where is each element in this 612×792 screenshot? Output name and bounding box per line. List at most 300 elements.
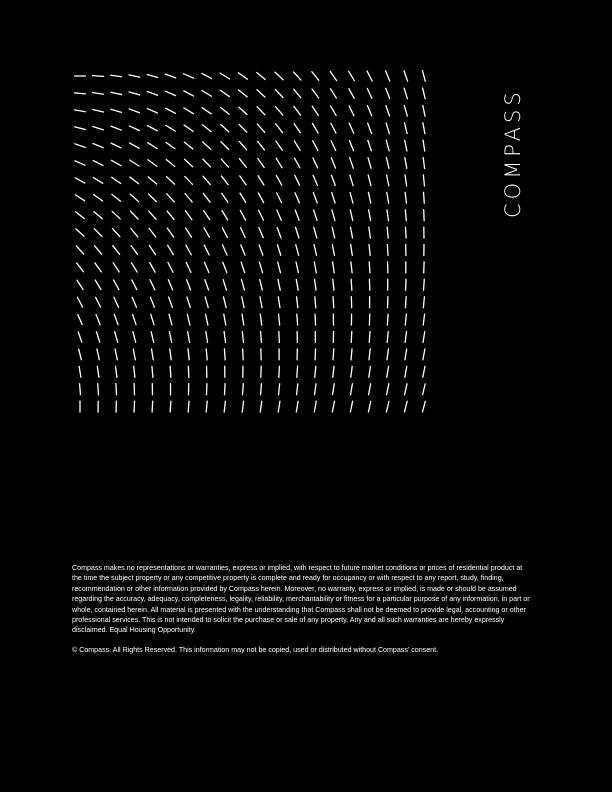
pattern-dash xyxy=(134,366,135,377)
pattern-dash xyxy=(114,297,119,307)
pattern-dash xyxy=(423,384,426,395)
pattern-dash xyxy=(349,106,354,116)
pattern-dash xyxy=(79,366,81,377)
pattern-dash xyxy=(369,210,371,221)
pattern-dash xyxy=(93,76,104,77)
pattern-dash xyxy=(294,106,301,115)
pattern-dash xyxy=(111,160,121,165)
pattern-dash xyxy=(351,332,352,343)
pattern-dash xyxy=(94,195,103,201)
pattern-dash xyxy=(206,349,207,360)
pattern-dash xyxy=(405,227,406,238)
compass-wordmark: COMPASS xyxy=(501,88,525,218)
pattern-dash xyxy=(168,263,173,273)
pattern-dash xyxy=(405,332,406,343)
pattern-dash xyxy=(422,401,425,412)
pattern-dash xyxy=(386,158,389,169)
pattern-dash xyxy=(387,314,388,325)
pattern-dash xyxy=(332,401,334,412)
pattern-dash xyxy=(203,193,210,202)
pattern-dash xyxy=(276,107,283,115)
pattern-dash xyxy=(332,210,335,221)
pattern-dash xyxy=(241,280,244,291)
pattern-dash xyxy=(184,108,193,114)
pattern-dash xyxy=(277,227,281,237)
pattern-dash xyxy=(278,279,280,290)
pattern-dash xyxy=(259,245,263,255)
pattern-dash xyxy=(294,124,300,133)
pattern-dash xyxy=(313,158,318,168)
pattern-dash xyxy=(369,262,370,273)
pattern-dash xyxy=(80,384,81,395)
pattern-dash xyxy=(206,401,207,412)
pattern-dash xyxy=(78,332,82,342)
pattern-dash xyxy=(422,71,425,82)
pattern-dash xyxy=(149,211,156,219)
pattern-dash xyxy=(259,262,262,273)
pattern-dash xyxy=(166,125,175,131)
pattern-dash xyxy=(368,123,372,133)
pattern-dash xyxy=(279,314,280,325)
pattern-dash xyxy=(205,280,209,290)
pattern-dash xyxy=(277,245,280,256)
pattern-dash xyxy=(313,141,318,151)
pattern-dash xyxy=(187,297,190,307)
pattern-dash xyxy=(367,106,371,116)
pattern-dash xyxy=(314,401,316,412)
pattern-dash xyxy=(368,140,372,150)
pattern-dash xyxy=(386,106,390,116)
pattern-dash xyxy=(152,401,153,412)
pattern-dash xyxy=(349,140,353,150)
legal-disclaimer xyxy=(72,563,534,655)
pattern-dash xyxy=(242,401,243,412)
pattern-dash xyxy=(315,297,316,308)
pattern-dash xyxy=(148,143,157,149)
pattern-dash xyxy=(387,384,389,395)
dash-field-pattern xyxy=(70,65,442,421)
pattern-dash xyxy=(369,384,371,395)
pattern-dash xyxy=(166,177,174,185)
pattern-dash xyxy=(184,74,194,78)
pattern-dash xyxy=(129,92,140,95)
pattern-dash xyxy=(130,194,138,201)
pattern-dash xyxy=(351,366,352,377)
pattern-dash xyxy=(369,366,371,377)
pattern-dash xyxy=(312,72,319,81)
pattern-dash xyxy=(331,175,335,185)
pattern-dash xyxy=(184,125,193,131)
pattern-dash xyxy=(423,297,424,308)
pattern-dash xyxy=(242,332,243,343)
pattern-dash xyxy=(368,192,370,203)
pattern-dash xyxy=(188,332,190,343)
pattern-dash xyxy=(77,297,82,307)
pattern-dash xyxy=(184,91,194,96)
pattern-dash xyxy=(331,123,336,133)
pattern-dash xyxy=(293,72,300,80)
pattern-dash xyxy=(148,126,158,131)
pattern-dash xyxy=(95,263,101,272)
pattern-dash xyxy=(404,71,408,81)
pattern-dash xyxy=(203,159,211,167)
pattern-dash xyxy=(369,245,370,256)
pattern-dash xyxy=(331,158,335,168)
pattern-dash xyxy=(150,297,154,307)
pattern-dash xyxy=(75,93,86,94)
pattern-dash xyxy=(405,314,406,325)
pattern-dash xyxy=(405,366,407,377)
pattern-dash xyxy=(168,280,172,290)
pattern-dash xyxy=(331,106,336,116)
pattern-dash xyxy=(129,143,139,148)
pattern-dash xyxy=(116,384,117,395)
pattern-dash xyxy=(277,193,282,203)
pattern-dash xyxy=(350,227,352,238)
pattern-dash xyxy=(225,384,226,395)
pattern-dash xyxy=(116,366,117,377)
pattern-dash xyxy=(276,141,282,150)
pattern-dash xyxy=(369,227,371,238)
pattern-dash xyxy=(423,105,425,116)
pattern-dash xyxy=(129,75,140,77)
pattern-dash xyxy=(220,107,229,114)
pattern-dash xyxy=(75,110,86,112)
pattern-dash xyxy=(423,158,424,169)
pattern-dash xyxy=(167,194,175,202)
pattern-dash xyxy=(276,158,282,167)
pattern-dash xyxy=(333,262,335,273)
pattern-dash xyxy=(313,175,317,185)
pattern-dash xyxy=(205,262,209,272)
pattern-dash xyxy=(295,158,300,168)
pattern-dash xyxy=(239,124,247,132)
pattern-dash xyxy=(133,332,136,343)
pattern-dash xyxy=(152,366,153,377)
pattern-dash xyxy=(111,126,121,130)
pattern-dash xyxy=(333,279,334,290)
pattern-dash xyxy=(185,159,193,166)
pattern-dash xyxy=(351,245,353,256)
pattern-dash xyxy=(424,192,425,203)
pattern-dash xyxy=(333,384,335,395)
pattern-dash xyxy=(331,141,336,151)
pattern-dash xyxy=(257,124,264,132)
pattern-dash xyxy=(239,107,247,114)
pattern-dash xyxy=(112,211,120,219)
pattern-dash xyxy=(260,279,263,290)
pattern-dash xyxy=(405,175,407,186)
pattern-dash xyxy=(202,125,211,132)
pattern-dash xyxy=(279,384,280,395)
pattern-dash xyxy=(166,108,176,113)
pattern-dash xyxy=(351,384,353,395)
pattern-dash xyxy=(424,279,425,290)
pattern-dash xyxy=(257,73,266,80)
pattern-dash xyxy=(349,89,354,99)
pattern-dash xyxy=(75,195,84,201)
pattern-dash xyxy=(312,89,318,98)
pattern-dash xyxy=(330,71,336,80)
pattern-dash xyxy=(315,279,316,290)
pattern-dash xyxy=(369,349,370,360)
pattern-dash xyxy=(149,245,155,254)
pattern-dash xyxy=(423,314,424,325)
pattern-dash xyxy=(96,332,99,343)
pattern-dash xyxy=(148,160,157,166)
pattern-dash xyxy=(130,211,138,219)
copyright-notice: © Compass. All Rights Reserved. This information may not be copied, used or distributed without Compass' consent. xyxy=(72,645,439,654)
pattern-dash xyxy=(261,384,262,395)
pattern-dash xyxy=(241,262,245,272)
pattern-dash xyxy=(133,314,137,324)
pattern-dash xyxy=(152,349,154,360)
pattern-dash xyxy=(423,140,425,151)
pattern-dash xyxy=(130,177,139,184)
pattern-dash xyxy=(75,161,85,165)
pattern-dash xyxy=(278,401,280,412)
pattern-dash xyxy=(238,73,247,79)
pattern-dash xyxy=(187,280,191,290)
pattern-dash xyxy=(76,212,85,219)
pattern-dash xyxy=(241,245,245,255)
pattern-dash xyxy=(386,401,389,412)
pattern-dash xyxy=(133,349,135,360)
pattern-dash xyxy=(188,366,189,377)
pattern-dash xyxy=(387,210,388,221)
pattern-dash xyxy=(315,366,316,377)
pattern-dash xyxy=(77,263,84,272)
pattern-dash xyxy=(295,210,299,220)
pattern-dash xyxy=(169,297,173,307)
pattern-dash xyxy=(166,160,175,167)
pattern-dash xyxy=(405,297,406,308)
pattern-dash xyxy=(423,123,425,134)
pattern-dash xyxy=(78,315,82,325)
pattern-dash xyxy=(296,279,298,290)
pattern-dash xyxy=(314,210,317,220)
disclaimer-text: Compass makes no representations or warranties, express or implied, with respect to future market conditions or prices of residential product at the time the subject property or any competitive property is complete and ready for occupancy or with respect to any report, study, finding, recommendation or other information provided by Compass herein. Moreover, no warranty, express or implied, is made or should be assumed regarding the accuracy, adequacy, completeness, legality, reliability, merchantability or fitness for a particular purpose of any information, in part or whole, contained herein. All material is presented with the understanding that Compass shall not be deemed to provide legal, accounting or other professional services. This is not intended to solicit the purchase or sale of any property. Any and all such warranties are hereby expressly disclaimed. Equal Housing Opportunity. xyxy=(72,564,530,635)
pattern-dash xyxy=(223,262,227,272)
pattern-dash xyxy=(76,246,83,254)
pattern-dash xyxy=(239,90,248,97)
pattern-dash xyxy=(94,212,102,219)
pattern-dash xyxy=(148,177,156,184)
pattern-dash xyxy=(76,229,84,236)
pattern-dash xyxy=(351,262,352,273)
pattern-dash xyxy=(423,88,426,99)
pattern-dash xyxy=(350,158,354,168)
pattern-dash xyxy=(131,228,138,236)
pattern-dash xyxy=(242,297,244,308)
pattern-dash xyxy=(387,349,388,360)
pattern-dash xyxy=(278,297,280,308)
pattern-dash xyxy=(204,211,210,220)
pattern-dash xyxy=(223,280,226,290)
pattern-dash xyxy=(405,210,406,221)
pattern-dash xyxy=(113,263,119,272)
pattern-dash xyxy=(129,109,139,113)
pattern-dash xyxy=(386,123,389,134)
pattern-dash xyxy=(276,124,283,133)
pattern-dash xyxy=(223,297,226,308)
pattern-dash xyxy=(258,141,265,150)
pattern-dash xyxy=(206,314,208,325)
pattern-dash xyxy=(260,297,262,308)
pattern-dash xyxy=(261,332,262,343)
pattern-dash xyxy=(186,245,191,255)
pattern-dash xyxy=(296,245,299,256)
pattern-dash xyxy=(165,74,175,78)
pattern-dash xyxy=(404,106,407,117)
pattern-dash xyxy=(224,314,226,325)
pattern-dash xyxy=(77,280,83,289)
pattern-dash xyxy=(221,142,229,150)
pattern-dash xyxy=(387,192,389,203)
pattern-dash xyxy=(275,72,283,80)
pattern-dash xyxy=(423,175,424,186)
pattern-dash xyxy=(131,246,137,255)
pattern-dash xyxy=(386,140,389,151)
pattern-dash xyxy=(93,110,104,113)
pattern-dash xyxy=(169,314,172,325)
pattern-dash xyxy=(168,245,174,254)
pattern-dash xyxy=(223,245,228,255)
pattern-dash xyxy=(258,193,263,203)
pattern-dash xyxy=(332,227,334,238)
pattern-dash xyxy=(131,263,137,272)
pattern-dash xyxy=(333,366,334,377)
pattern-dash xyxy=(387,332,388,343)
pattern-dash xyxy=(132,280,137,290)
pattern-dash xyxy=(111,92,122,94)
pattern-dash xyxy=(423,366,425,377)
pattern-dash xyxy=(220,90,229,96)
pattern-dash xyxy=(75,127,86,130)
pattern-dash xyxy=(297,384,298,395)
pattern-dash xyxy=(387,366,389,377)
pattern-dash xyxy=(349,123,353,133)
pattern-dash xyxy=(350,210,352,221)
pattern-dash xyxy=(115,349,117,360)
pattern-dash xyxy=(185,211,192,220)
pattern-dash xyxy=(259,228,263,238)
pattern-dash xyxy=(279,332,280,343)
pattern-dash xyxy=(97,366,99,377)
pattern-dash xyxy=(243,349,244,360)
pattern-dash xyxy=(224,401,225,412)
pattern-dash xyxy=(333,349,334,360)
pattern-dash xyxy=(296,227,299,237)
pattern-dash xyxy=(240,176,246,185)
pattern-dash xyxy=(386,88,390,98)
pattern-dash xyxy=(405,140,407,151)
pattern-dash xyxy=(112,194,121,201)
pattern-dash xyxy=(367,88,372,98)
pattern-dash xyxy=(167,228,173,237)
pattern-dash xyxy=(112,177,121,183)
pattern-dash xyxy=(204,245,209,255)
pattern-dash xyxy=(165,91,175,95)
pattern-dash xyxy=(203,176,210,184)
pattern-dash xyxy=(188,349,189,360)
pattern-dash xyxy=(93,144,103,148)
pattern-dash xyxy=(186,262,191,272)
pattern-dash xyxy=(221,176,228,185)
pattern-dash xyxy=(295,175,300,185)
pattern-dash xyxy=(423,349,425,360)
pattern-dash xyxy=(93,161,103,166)
pattern-dash xyxy=(297,297,298,308)
pattern-dash xyxy=(95,246,102,254)
pattern-dash xyxy=(224,349,225,360)
pattern-dash xyxy=(151,332,154,343)
pattern-dash xyxy=(367,71,372,81)
pattern-dash xyxy=(147,109,157,113)
pattern-dash xyxy=(351,349,352,360)
pattern-dash xyxy=(114,280,119,290)
pattern-dash xyxy=(294,89,301,97)
pattern-dash xyxy=(96,315,100,325)
pattern-dash xyxy=(111,109,122,112)
pattern-dash xyxy=(132,297,136,307)
pattern-dash xyxy=(277,210,281,220)
pattern-dash xyxy=(404,88,407,99)
pattern-dash xyxy=(405,192,406,203)
pattern-dash xyxy=(185,176,193,184)
pattern-dash xyxy=(257,90,265,97)
pattern-dash xyxy=(75,144,85,148)
pattern-dash xyxy=(278,262,281,273)
pattern-dash xyxy=(93,127,103,130)
pattern-dash xyxy=(112,229,119,237)
pattern-dash xyxy=(332,193,335,203)
pattern-dash xyxy=(387,175,389,186)
pattern-dash xyxy=(130,160,139,166)
pattern-dash xyxy=(350,192,353,203)
pattern-dash xyxy=(257,107,265,115)
pattern-dash xyxy=(332,245,334,256)
pattern-dash xyxy=(314,227,317,238)
pattern-dash xyxy=(260,401,262,412)
pattern-dash xyxy=(314,262,316,273)
pattern-dash xyxy=(111,143,121,148)
pattern-dash xyxy=(239,141,246,149)
pattern-dash xyxy=(239,159,246,168)
pattern-dash xyxy=(148,194,156,202)
pattern-dash xyxy=(147,92,157,96)
pattern-dash xyxy=(166,142,175,148)
pattern-dash xyxy=(349,71,355,80)
pattern-dash xyxy=(93,178,102,184)
pattern-dash xyxy=(296,401,298,412)
pattern-dash xyxy=(170,401,171,412)
pattern-dash xyxy=(423,332,425,343)
pattern-dash xyxy=(369,332,370,343)
pattern-dash xyxy=(351,279,352,290)
pattern-dash xyxy=(313,193,317,203)
pattern-dash xyxy=(149,228,156,237)
pattern-dash xyxy=(368,158,371,169)
pattern-dash xyxy=(205,297,208,308)
pattern-dash xyxy=(96,297,101,307)
pattern-dash xyxy=(222,193,228,202)
pattern-dash xyxy=(184,142,193,149)
pattern-dash xyxy=(312,123,318,132)
pattern-dash xyxy=(93,93,104,95)
pattern-dash xyxy=(97,349,99,360)
pattern-dash xyxy=(221,125,229,132)
